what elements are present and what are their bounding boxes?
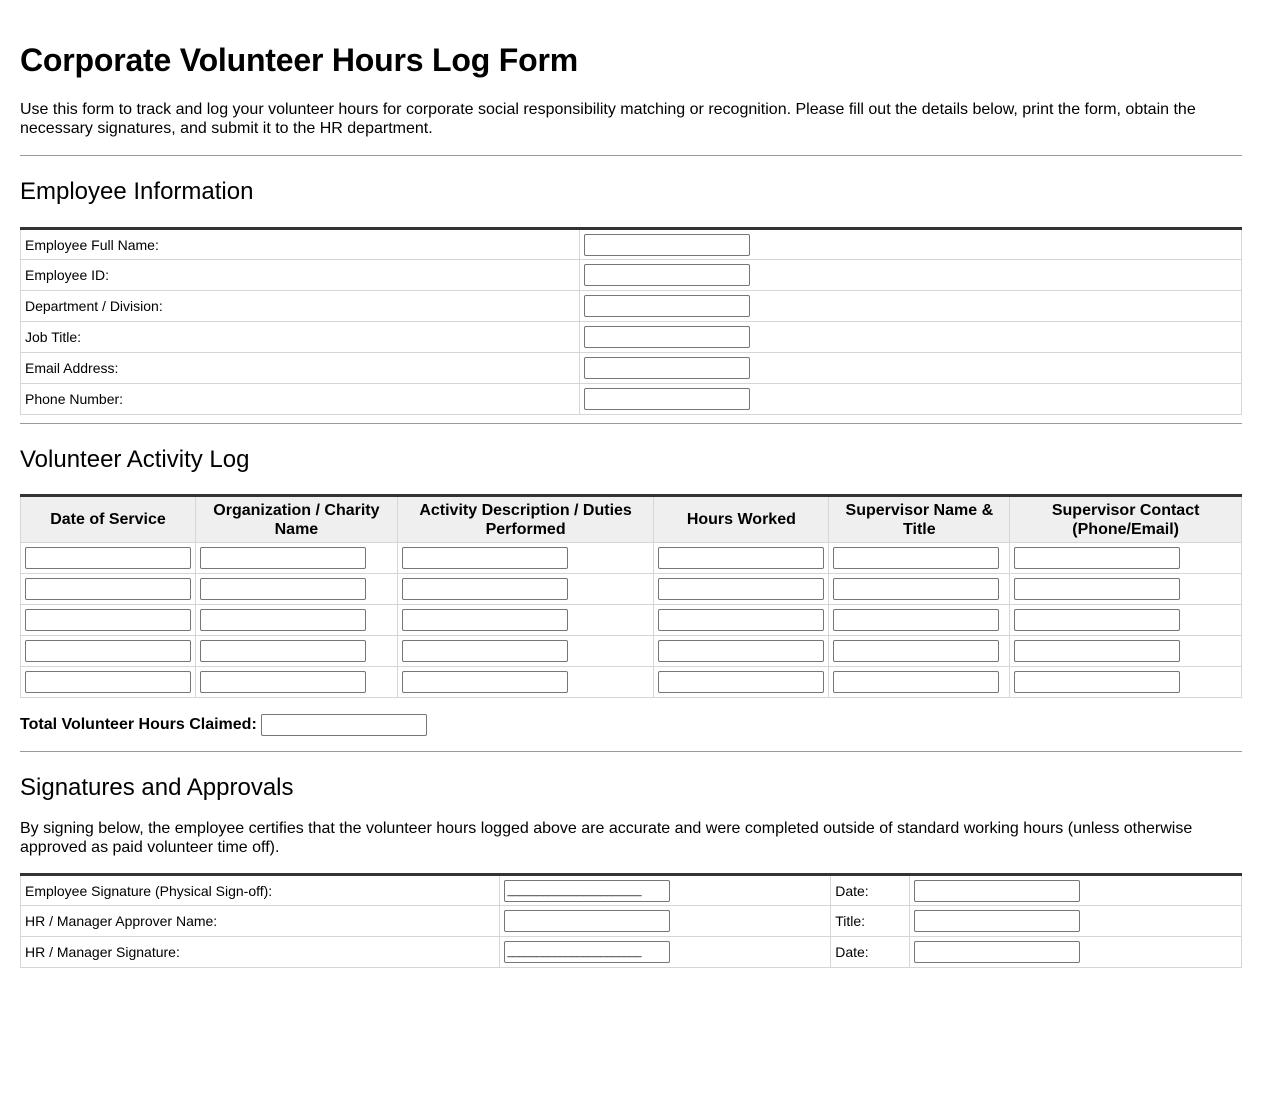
hr-manager-signature-input[interactable] [504,941,670,963]
column-header-activity-description-duties-performed: Activity Description / Duties Performed [397,496,654,543]
log-cell [1010,605,1242,636]
field-label: Email Address: [21,353,580,384]
field-input-cell [579,322,1242,353]
log-cell [397,543,654,574]
hours-worked-input[interactable] [658,640,824,662]
activity-log-row [21,574,1242,605]
email-address-input[interactable] [584,357,750,379]
hours-worked-input[interactable] [658,578,824,600]
date-of-service-input[interactable] [25,547,191,569]
total-hours-row [20,714,1242,736]
log-cell [654,543,829,574]
column-header-organization-charity-name: Organization / Charity Name [196,496,398,543]
activity-log-table [20,494,1242,698]
supervisor-contact-phone-email-input[interactable] [1014,671,1180,693]
side-label: Date: [831,937,910,968]
job-title-input[interactable] [584,326,750,348]
date-of-service-input[interactable] [25,609,191,631]
date-of-service-input[interactable] [25,671,191,693]
column-header-date-of-service: Date of Service [21,496,196,543]
date-input[interactable] [914,941,1080,963]
column-header-hours-worked: Hours Worked [654,496,829,543]
organization-charity-name-input[interactable] [200,671,366,693]
employee-id-input[interactable] [584,264,750,286]
title-input[interactable] [914,910,1080,932]
signature-label: HR / Manager Signature: [21,937,500,968]
log-cell [196,667,398,698]
activity-description-duties-performed-input[interactable] [402,609,568,631]
organization-charity-name-input[interactable] [200,578,366,600]
log-cell [196,605,398,636]
column-header-supervisor-contact-phone-email: Supervisor Contact (Phone/Email) [1010,496,1242,543]
log-cell [397,605,654,636]
employee-info-row [21,260,1242,291]
log-cell [829,636,1010,667]
log-cell [829,543,1010,574]
log-cell [397,574,654,605]
log-cell [654,574,829,605]
page-title: Corporate Volunteer Hours Log Form [20,42,578,78]
signature-field-cell [500,906,831,937]
hr-manager-approver-name-input[interactable] [504,910,670,932]
activity-description-duties-performed-input[interactable] [402,578,568,600]
side-label: Date: [831,875,910,906]
log-cell [654,636,829,667]
activity-description-duties-performed-input[interactable] [402,671,568,693]
field-input-cell [579,291,1242,322]
hours-worked-input[interactable] [658,547,824,569]
log-cell [829,605,1010,636]
employee-info-row [21,384,1242,415]
signature-section-heading: Signatures and Approvals [20,774,294,801]
supervisor-name-title-input[interactable] [833,547,999,569]
activity-log-row [21,543,1242,574]
field-input-cell [579,260,1242,291]
supervisor-contact-phone-email-input[interactable] [1014,640,1180,662]
signature-label: HR / Manager Approver Name: [21,906,500,937]
log-cell [654,667,829,698]
organization-charity-name-input[interactable] [200,609,366,631]
signature-field-cell [500,875,831,906]
employee-info-row [21,291,1242,322]
side-label: Title: [831,906,910,937]
signature-row [21,937,1242,968]
employee-full-name-input[interactable] [584,234,750,256]
field-label: Job Title: [21,322,580,353]
employee-signature-physical-sign-off-input[interactable] [504,880,670,902]
signature-row [21,875,1242,906]
log-cell [654,605,829,636]
field-label: Phone Number: [21,384,580,415]
field-label: Employee Full Name: [21,229,580,260]
field-label: Department / Division: [21,291,580,322]
signature-field-cell [500,937,831,968]
log-cell [196,574,398,605]
field-input-cell [579,229,1242,260]
activity-log-row [21,667,1242,698]
supervisor-name-title-input[interactable] [833,671,999,693]
divider [20,155,1242,156]
date-input[interactable] [914,880,1080,902]
log-cell [196,636,398,667]
log-cell [21,667,196,698]
supervisor-contact-phone-email-input[interactable] [1014,609,1180,631]
activity-log-row [21,636,1242,667]
activity-description-duties-performed-input[interactable] [402,640,568,662]
log-cell [21,636,196,667]
date-of-service-input[interactable] [25,578,191,600]
date-of-service-input[interactable] [25,640,191,662]
log-cell [829,667,1010,698]
employee-info-row [21,353,1242,384]
activity-log-row [21,605,1242,636]
side-field-cell [910,937,1242,968]
divider [20,751,1242,752]
log-cell [21,574,196,605]
log-cell [196,543,398,574]
organization-charity-name-input[interactable] [200,640,366,662]
supervisor-contact-phone-email-input[interactable] [1014,547,1180,569]
log-cell [397,636,654,667]
supervisor-contact-phone-email-input[interactable] [1014,578,1180,600]
certification-statement: By signing below, the employee certifies that the volunteer hours logged above are accurate and were completed outside of standard working hours (unless otherwise approved as paid volunteer time off). [20,820,1193,856]
signature-row [21,906,1242,937]
column-header-supervisor-name-title: Supervisor Name & Title [829,496,1010,543]
side-field-cell [910,875,1242,906]
log-cell [829,574,1010,605]
log-cell [397,667,654,698]
total-hours-label: Total Volunteer Hours Claimed: [20,716,257,733]
employee-info-row [21,322,1242,353]
log-cell [1010,543,1242,574]
hours-worked-input[interactable] [658,609,824,631]
supervisor-name-title-input[interactable] [833,640,999,662]
log-cell [1010,636,1242,667]
employee-section-heading: Employee Information [20,178,254,205]
signature-label: Employee Signature (Physical Sign-off): [21,875,500,906]
log-cell [1010,574,1242,605]
employee-info-row [21,229,1242,260]
field-input-cell [579,384,1242,415]
total-hours-input[interactable] [261,714,427,736]
activity-description-duties-performed-input[interactable] [402,547,568,569]
activity-section-heading: Volunteer Activity Log [20,446,250,473]
field-input-cell [579,353,1242,384]
employee-info-table [20,227,1242,415]
log-cell [21,543,196,574]
side-field-cell [910,906,1242,937]
phone-number-input[interactable] [584,388,750,410]
organization-charity-name-input[interactable] [200,547,366,569]
supervisor-name-title-input[interactable] [833,578,999,600]
intro-text: Use this form to track and log your volunteer hours for corporate social responsibility matching or recognition. Please fill out the details below, print the form, obtain the necessary signatures, and submit it to the HR department. [20,101,1196,137]
department-division-input[interactable] [584,295,750,317]
field-label: Employee ID: [21,260,580,291]
log-cell [21,605,196,636]
divider [20,423,1242,424]
signatures-table [20,873,1242,968]
supervisor-name-title-input[interactable] [833,609,999,631]
log-cell [1010,667,1242,698]
hours-worked-input[interactable] [658,671,824,693]
